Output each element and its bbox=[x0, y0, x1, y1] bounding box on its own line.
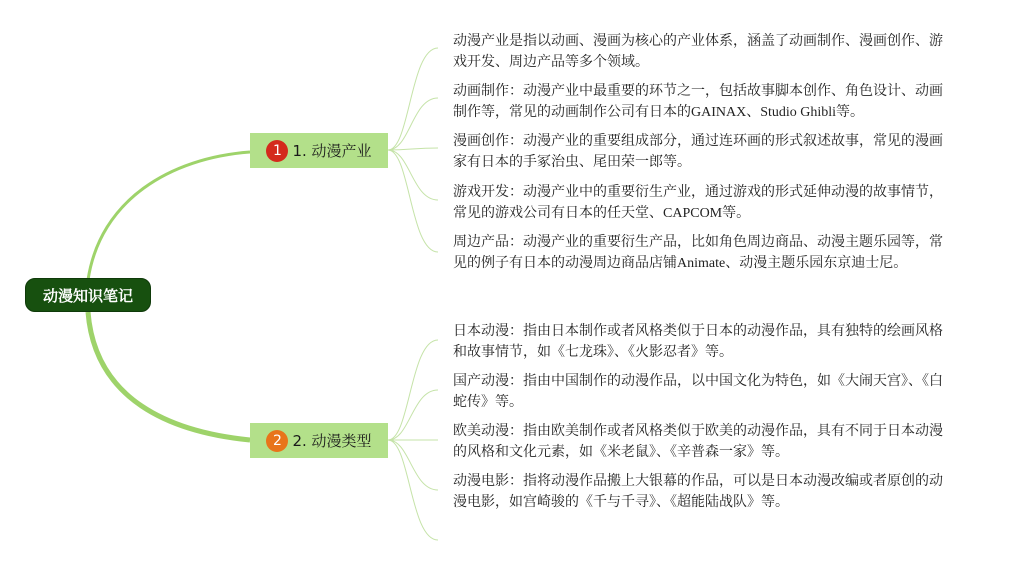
leaf-chinese-anime[interactable]: 国产动漫：指由中国制作的动漫作品，以中国文化为特色，如《大闹天宫》、《白蛇传》等。 bbox=[453, 374, 943, 410]
number-badge: 2 bbox=[266, 430, 288, 452]
leaf-animation-production[interactable]: 动画制作：动漫产业中最重要的环节之一，包括故事脚本创作、角色设计、动画制作等，常见的动画制作公司有日本的GAINAX、Studio Ghibli等。 bbox=[453, 84, 943, 120]
leaf-western-anime[interactable]: 欧美动漫：指由欧美制作或者风格类似于欧美的动漫作品，具有不同于日本动漫的风格和文化元素，如《米老鼠》、《辛普森一家》等。 bbox=[453, 424, 943, 460]
connector-leaf bbox=[388, 390, 438, 440]
branch-label: 1. 动漫产业 bbox=[292, 142, 372, 160]
root-node[interactable] bbox=[25, 278, 151, 312]
connector-leaf bbox=[388, 98, 438, 150]
connector-leaf bbox=[388, 150, 438, 252]
connector-leaf bbox=[388, 440, 438, 490]
leaf-game-development[interactable]: 游戏开发：动漫产业中的重要衍生产业，通过游戏的形式延伸动漫的故事情节，常见的游戏公司有日本的任天堂、CAPCOM等。 bbox=[453, 185, 943, 221]
connector-root-branch-1 bbox=[88, 152, 250, 280]
connector-leaf bbox=[388, 150, 438, 200]
leaf-japanese-anime[interactable]: 日本动漫：指由日本制作或者风格类似于日本的动漫作品，具有独特的绘画风格和故事情节，如《七龙珠》、《火影忍者》等。 bbox=[453, 324, 943, 360]
connector-leaf bbox=[388, 48, 438, 150]
connector-leaf bbox=[388, 440, 438, 540]
leaf-merchandise[interactable]: 周边产品：动漫产业的重要衍生产品，比如角色周边商品、动漫主题乐园等，常见的例子有日本的动漫周边商品店铺Animate、动漫主题乐园东京迪士尼。 bbox=[453, 235, 943, 271]
number-badge: 1 bbox=[266, 140, 288, 162]
leaf-manga-creation[interactable]: 漫画创作：动漫产业的重要组成部分，通过连环画的形式叙述故事，常见的漫画家有日本的手冢治虫、尾田荣一郎等。 bbox=[453, 134, 943, 170]
leaf-anime-film[interactable]: 动漫电影：指将动漫作品搬上大银幕的作品，可以是日本动漫改编或者原创的动漫电影，如宫崎骏的《千与千寻》、《超能陆战队》等。 bbox=[453, 474, 943, 510]
connector-leaf bbox=[388, 340, 438, 440]
leaf-industry-overview[interactable]: 动漫产业是指以动画、漫画为核心的产业体系，涵盖了动画制作、漫画创作、游戏开发、周边产品等多个领域。 bbox=[453, 34, 943, 70]
branch-node-types[interactable] bbox=[250, 423, 388, 458]
root-label: 动漫知识笔记 bbox=[42, 286, 133, 305]
connector-leaf bbox=[388, 148, 438, 150]
connector-root-branch-2 bbox=[88, 312, 250, 440]
branch-label: 2. 动漫类型 bbox=[292, 432, 372, 450]
branch-node-industry[interactable] bbox=[250, 133, 388, 168]
